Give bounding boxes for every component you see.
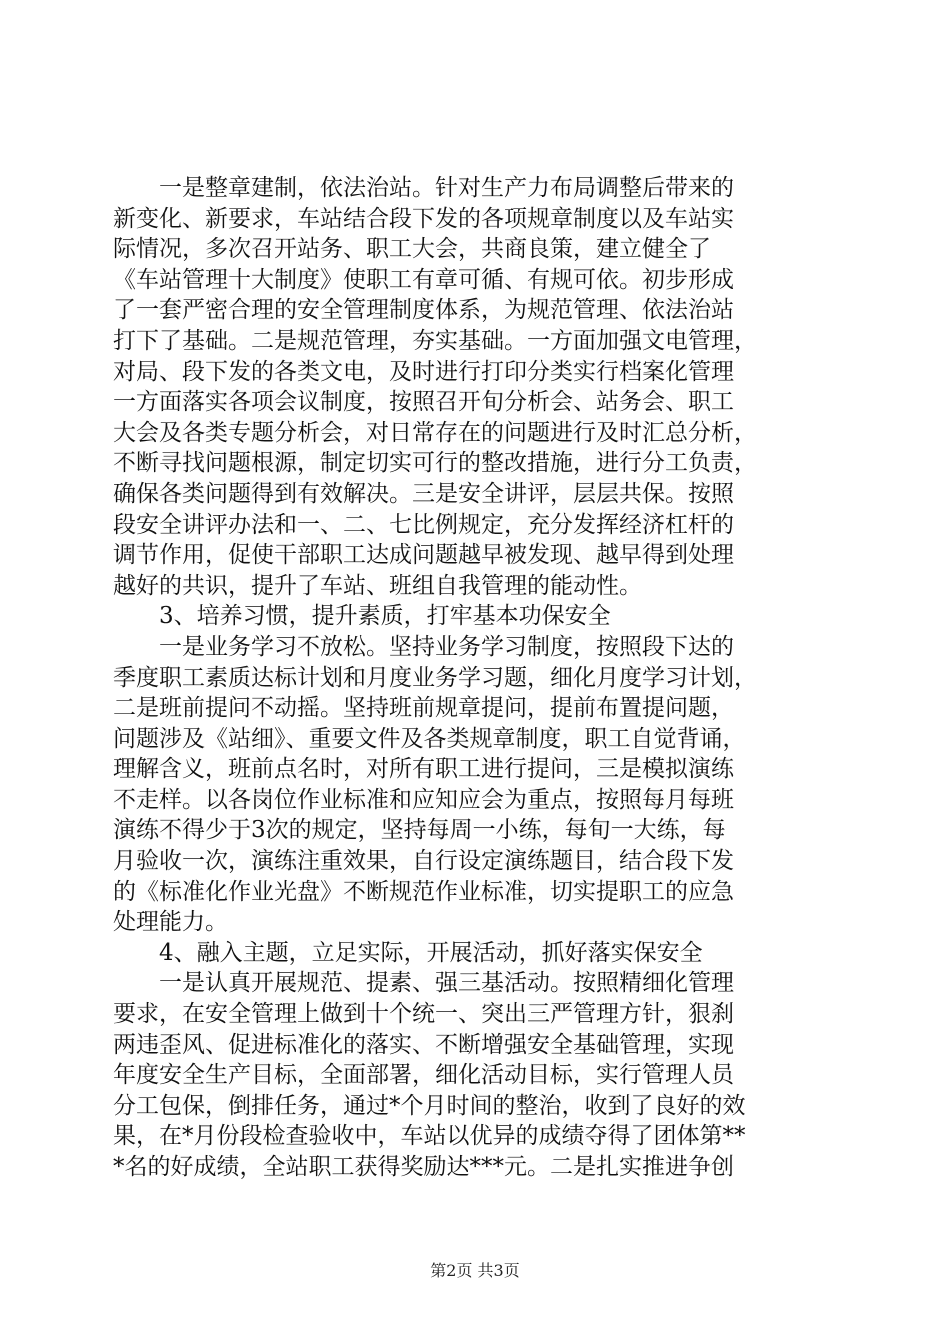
text-line: 季度职工素质达标计划和月度业务学习题，细化月度学习计划， [113,664,757,691]
text-line: 大会及各类专题分析会，对日常存在的问题进行及时汇总分析， [113,419,757,446]
text-line: 了一套严密合理的安全管理制度体系，为规范管理、依法治站 [113,297,734,324]
text-line: 年度安全生产目标，全面部署，细化活动目标，实行管理人员 [113,1062,734,1089]
text-line: 一是认真开展规范、提素、强三基活动。按照精细化管理 [159,970,734,997]
text-line: 一方面落实各项会议制度，按照召开旬分析会、站务会、职工 [113,389,734,416]
body-text [113,173,873,1183]
text-line: 处理能力。 [113,909,228,936]
text-line: 分工包保，倒排任务，通过*个月时间的整治，收到了良好的效 [113,1092,746,1119]
text-line: 问题涉及《站细》、重要文件及各类规章制度，职工自觉背诵， [113,725,746,752]
text-line: 新变化、新要求，车站结合段下发的各项规章制度以及车站实 [113,205,734,232]
page-footer: 第2页 共3页 [430,1261,520,1280]
text-line: 3、培养习惯，提升素质，打牢基本功保安全 [159,603,611,630]
text-line: 的《标准化作业光盘》不断规范作业标准，切实提职工的应急 [113,878,734,905]
text-line: 二是班前提问不动摇。坚持班前规章提问，提前布置提问题， [113,695,734,722]
text-line: *名的好成绩，全站职工获得奖励达***元。二是扎实推进争创 [113,1154,734,1180]
text-line: 两违歪风、促进标准化的落实、不断增强安全基础管理，实现 [113,1031,734,1058]
text-line: 调节作用，促使干部职工达成问题越早被发现、越早得到处理 [113,542,734,569]
text-line: 《车站管理十大制度》使职工有章可循、有规可依。初步形成 [113,266,734,293]
text-line: 演练不得少于3次的规定，坚持每周一小练，每旬一大练，每 [113,817,726,844]
text-line: 要求，在安全管理上做到十个统一、突出三严管理方针，狠刹 [113,1001,734,1028]
text-line: 理解含义，班前点名时，对所有职工进行提问，三是模拟演练 [113,756,734,783]
text-line: 一是整章建制，依法治站。针对生产力布局调整后带来的 [159,175,734,201]
text-line: 月验收一次，演练注重效果，自行设定演练题目，结合段下发 [113,848,734,875]
text-line: 越好的共识，提升了车站、班组自我管理的能动性。 [113,572,642,599]
text-line: 段安全讲评办法和一、二、七比例规定，充分发挥经济杠杆的 [113,511,734,538]
text-line: 一是业务学习不放松。坚持业务学习制度，按照段下达的 [159,633,734,660]
text-line: 不走样。以各岗位作业标准和应知应会为重点，按照每月每班 [113,786,734,813]
text-line: 确保各类问题得到有效解决。三是安全讲评，层层共保。按照 [113,480,734,507]
text-line: 打下了基础。二是规范管理，夯实基础。一方面加强文电管理， [113,327,757,354]
text-line: 对局、段下发的各类文电，及时进行打印分类实行档案化管理 [113,358,734,385]
text-line: 果，在*月份段检查验收中，车站以优异的成绩夺得了团体第** [113,1123,746,1150]
text-line: 4、融入主题，立足实际，开展活动，抓好落实保安全 [159,939,703,966]
text-line: 不断寻找问题根源，制定切实可行的整改措施，进行分工负责， [113,450,757,477]
text-line: 际情况，多次召开站务、职工大会，共商良策，建立健全了 [113,236,711,263]
